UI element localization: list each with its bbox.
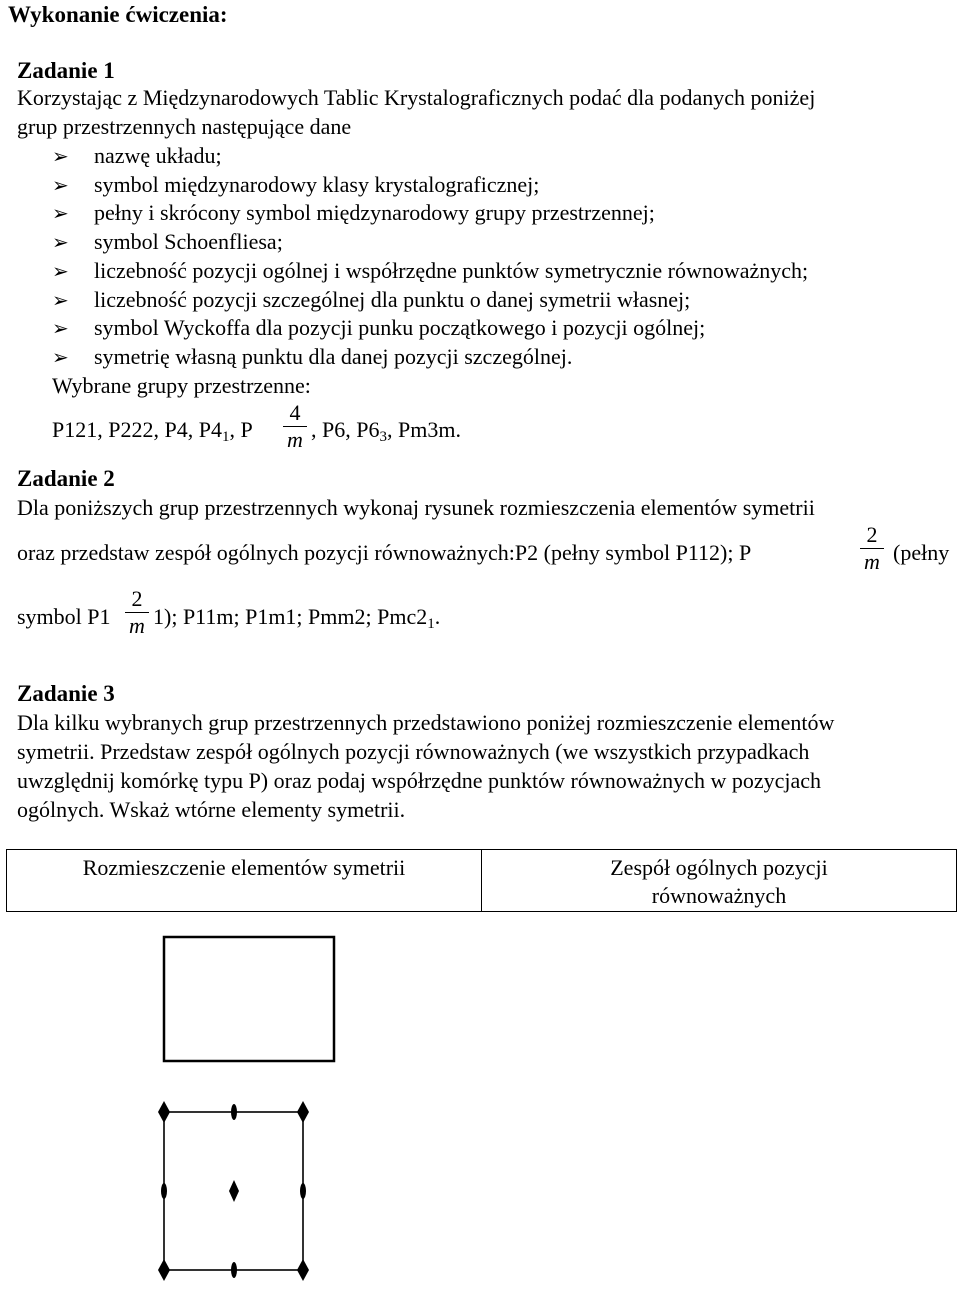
fourfold-axis-icon: [158, 1259, 170, 1281]
arrow-bullet-icon: ➢: [52, 175, 69, 197]
task2-heading: Zadanie 2: [17, 466, 115, 491]
twofold-axis-icon: [231, 1262, 237, 1278]
task1-intro-line2: grup przestrzennych następujące dane: [17, 114, 352, 139]
list-item-text: liczebność pozycji ogólnej i współrzędne punktów symetrycznie równoważnych;: [94, 258, 809, 283]
fourfold-axis-icon: [158, 1101, 170, 1123]
task2-line3-text: 1); P11m; P1m1; Pmm2; Pmc2: [153, 604, 428, 629]
twofold-axis-icon: [300, 1183, 306, 1199]
groups-label: Wybrane grupy przestrzenne:: [52, 373, 311, 398]
task3-line1: Dla kilku wybranych grup przestrzennych przedstawiono poniżej rozmieszczenie elementów: [17, 710, 835, 735]
task3-heading: Zadanie 3: [17, 681, 115, 706]
task3-line4: ogólnych. Wskaż wtórne elementy symetrii.: [17, 797, 406, 822]
arrow-bullet-icon: ➢: [52, 203, 69, 225]
twofold-axis-icon: [231, 1104, 237, 1120]
fraction-numerator: 4: [289, 400, 301, 425]
groups-sub1: 1: [221, 429, 230, 445]
task1-intro-line1: Korzystając z Międzynarodowych Tablic Krystalograficznych podać dla podanych poniżej: [17, 85, 816, 110]
diagram-cell-2: [158, 1101, 309, 1281]
groups-part3: , P6, P6: [311, 417, 380, 442]
arrow-bullet-icon: ➢: [52, 146, 69, 168]
arrow-bullet-icon: ➢: [52, 290, 69, 312]
task2-line2: oraz przedstaw zespół ogólnych pozycji równoważnych:P2 (pełny symbol P112); P: [17, 540, 752, 565]
diagram-cell-1: [164, 937, 334, 1061]
unit-cell-outline: [164, 937, 334, 1061]
twofold-axis-icon: [161, 1183, 167, 1199]
col2-header-line1: Zespół ogólnych pozycji: [610, 855, 828, 880]
fourfold-axis-icon: [297, 1259, 309, 1281]
fourfold-axis-icon: [297, 1101, 309, 1123]
groups-part2: , P: [229, 417, 253, 442]
list-item-text: symetrię własną punktu dla danej pozycji szczególnej.: [94, 344, 573, 369]
col1-header-text: Rozmieszczenie elementów symetrii: [82, 855, 406, 880]
groups-sub2: 3: [379, 429, 387, 445]
task3-line2: symetrii. Przedstaw zespół ogólnych pozycji równoważnych (we wszystkich przypadkach: [17, 739, 810, 764]
list-item-text: symbol Schoenfliesa;: [94, 229, 283, 254]
fraction-numerator: 2: [866, 522, 878, 547]
arrow-bullet-icon: ➢: [52, 232, 69, 254]
fourfold-axis-icon: [229, 1180, 239, 1202]
fraction-denominator: m: [287, 427, 303, 452]
fraction-numerator: 2: [131, 586, 143, 611]
list-item-text: liczebność pozycji szczególnej dla punktu o danej symetrii własnej;: [94, 287, 691, 312]
task2-line1: Dla poniższych grup przestrzennych wykonaj rysunek rozmieszczenia elementów symetrii: [17, 495, 815, 520]
task2-line3-period: .: [434, 604, 441, 629]
fraction-denominator: m: [864, 549, 880, 574]
fraction-denominator: m: [129, 613, 145, 638]
arrow-bullet-icon: ➢: [52, 347, 69, 369]
groups-part4: , Pm3m.: [386, 417, 461, 442]
groups-part1: P121, P222, P4, P4: [52, 417, 222, 442]
arrow-bullet-icon: ➢: [52, 261, 69, 283]
page-title: Wykonanie ćwiczenia:: [8, 2, 228, 27]
arrow-bullet-icon: ➢: [52, 318, 69, 340]
task2-line3-sub: 1: [427, 616, 435, 632]
list-item-text: symbol międzynarodowy klasy krystalograficznej;: [94, 172, 540, 197]
task3-line3: uwzględnij komórkę typu P) oraz podaj współrzędne punktów równoważnych w pozycjach: [17, 768, 821, 793]
list-item-text: pełny i skrócony symbol międzynarodowy grupy przestrzennej;: [94, 200, 655, 225]
list-item-text: nazwę układu;: [94, 143, 222, 168]
task2-line2-end: (pełny: [893, 540, 950, 565]
col2-header-line2: równoważnych: [651, 883, 787, 908]
task2-line3-start: symbol P1: [17, 604, 111, 629]
list-item-text: symbol Wyckoffa dla pozycji punku początkowego i pozycji ogólnej;: [94, 315, 706, 340]
task1-heading: Zadanie 1: [17, 58, 115, 83]
